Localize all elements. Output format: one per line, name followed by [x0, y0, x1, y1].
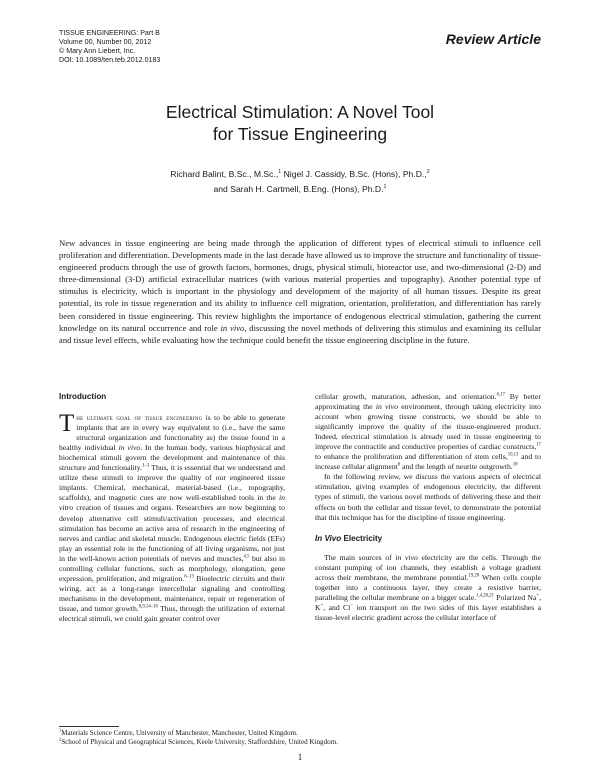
- citation: 10,13: [507, 452, 519, 458]
- footnote-text: Materials Science Centre, University of Manchester, Manchester, United Kingdom.: [61, 729, 298, 737]
- author-line-2: [0, 182, 600, 197]
- title-line-1: Electrical Stimulation: A Novel Tool: [165, 102, 435, 122]
- body-text: Polarized Na: [494, 592, 537, 602]
- body-text: , and Cl: [323, 602, 351, 612]
- abstract-text-end: , discussing the novel methods of delivering this stimulus and examining its cellular and tissue level effects, while evaluating how the technique could benefit the tissue engineering discipline in the future.: [59, 322, 541, 345]
- author-line-1: [0, 167, 600, 182]
- ion-charge: −: [350, 603, 354, 609]
- author-3-affiliation: 1: [383, 183, 387, 190]
- citation: 1–3: [142, 463, 150, 469]
- citation: 1,4,20,21: [476, 593, 494, 599]
- citation: 18: [512, 462, 518, 468]
- body-italic: in vivo: [375, 402, 398, 412]
- in-vivo-electricity-heading: [315, 534, 541, 544]
- intro-italic: in vitro: [59, 493, 285, 513]
- intro-italic: in vivo: [118, 443, 141, 453]
- introduction-heading: Introduction: [59, 392, 107, 401]
- intro-text: but also in controlling cellular functions, such as morphology, elongation, gene expression, proliferation, and migration.: [59, 553, 285, 583]
- citation: 4,5: [243, 554, 250, 560]
- citation: 6,17: [496, 392, 505, 398]
- body-italic: in vivo: [395, 552, 418, 562]
- intro-text: Thus, it is essential that we understand and utilize these stimuli to improve the quality of our engineered tissue implants. Chemical, mechanical, material-based (i.e., topography, scaffolds), and magnetic cues are now well-established tools in the: [59, 463, 285, 503]
- author-2-affiliation: 2: [426, 169, 430, 176]
- body-text: and to increase cellular alignment: [315, 452, 541, 472]
- introduction-paragraph: [59, 410, 285, 624]
- citation: 17: [536, 442, 541, 448]
- journal-name: TISSUE ENGINEERING: Part B: [59, 29, 160, 37]
- footnote-divider: [59, 726, 119, 727]
- page-number: 1: [297, 752, 303, 762]
- body-text: electricity are the cells. Through the constant pumping of ion channels, they establish a voltage gradient across their membrane, the membrane potential.: [315, 552, 541, 582]
- abstract-italic: in vivo: [220, 322, 245, 333]
- footnote-marker: 1: [59, 727, 62, 733]
- right-column: [315, 392, 541, 623]
- intro-text: is to be able to generate implants that are in every way equivalent to (i.e., have the same structural organization and functionality as) the tissue found in a healthy individual: [59, 413, 285, 453]
- citation: 6: [397, 462, 401, 468]
- author-list: [0, 167, 600, 196]
- author-1: Richard Balint, B.Sc., M.Sc.,: [170, 169, 279, 179]
- drop-cap: T: [59, 410, 75, 438]
- paper-title: [0, 101, 600, 145]
- footnote-2: [59, 738, 338, 747]
- intro-text: Thus, through the utilization of external electrical stimuli, we could gain greater control over: [59, 603, 285, 623]
- intro-text: . In the human body, various biophysical and biochemical stimuli govern the development and maintenance of this structure and functionality.: [59, 443, 285, 473]
- body-text: When cells couple together into a continuous layer, they create a resistive barrier, paralleling the cellular membrane on a bigger scale.: [315, 572, 542, 602]
- body-text: ion transport on the two sides of this layer establishes a tissue-level electric gradient across the cellular interface of: [315, 602, 541, 622]
- abstract: [59, 237, 541, 346]
- body-text: and the length of neurite outgrowth.: [400, 462, 513, 472]
- subheading-text: Electricity: [341, 533, 383, 543]
- right-paragraph-2: In the following review, we discuss the various aspects of electrical stimulation, giving examples of endogenous electricity, the different types of stimuli, the various novel methods of delivering these and their effects on both the cellular and tissue level, to demonstrate the potential that this technique has for the discipline of tissue engineering.: [315, 472, 541, 522]
- body-text: cellular growth, maturation, adhesion, and orientation.: [315, 392, 497, 401]
- author-3: and Sarah H. Cartmell, B.Eng. (Hons), Ph.D.: [213, 183, 384, 194]
- volume-info: Volume 00, Number 00, 2012: [59, 38, 152, 47]
- intro-text: Bioelectric circuits and their wiring, act as a long-range intercellular signaling and controlling mechanisms in the development, maintenance, repair or regeneration of tissue, and tumor growth.: [59, 573, 285, 613]
- body-text: environment, through taking electricity into account when growing tissue constructs, we should be able to significantly improve the quality of the tissue-engineered product. Indeed, electrical stimulation is already used in tissue engineering to improve the contractile and conductive properties of cardiac constructs,: [315, 402, 541, 452]
- citation: 6–13: [184, 574, 194, 580]
- footnote-marker: 2: [59, 736, 62, 742]
- footnotes: [59, 729, 338, 747]
- body-text: to enhance the proliferation and differentiation of stem cells,: [315, 452, 508, 462]
- doi: DOI: 10.1089/ten.teb.2012.0183: [59, 56, 161, 65]
- abstract-text: New advances in tissue engineering are being made through the application of different types of electrical stimuli to influence cell proliferation and differentiation. Developments made in the last decade have allowed us to improve the structure and functionality of tissue-engineered products through the use of growth factors, hormones, drugs, physical stimuli, bioreactor use, and two-dimensional (2-D) and three-dimensional (3-D) artificial extracellular matrices (with various material properties and topography). Another potential type of stimulus is electricity, which is important in the physiology and development of the majority of all human tissues. Despite its great potential, its role in tissue regeneration and its ability to influence cell migration, orientation, proliferation, and differentiation has rarely been considered in tissue engineering. This review highlights the importance of endogenous electrical stimulation, gathering the current knowledge on its natural occurrence and role: [59, 238, 541, 333]
- left-column: [59, 392, 285, 624]
- body-text: , K: [315, 592, 542, 612]
- subheading-italic: In Vivo: [315, 533, 342, 543]
- author-2: Nigel J. Cassidy, B.Sc. (Hons), Ph.D.,: [283, 169, 427, 179]
- journal-meta: [59, 29, 160, 65]
- intro-text: creation of tissues and organs. Researchers are now beginning to develop alternative cell stimuli/activation processes, and electrical stimulation has become an active area of research in the engineering of nerves and cardiac and skeletal muscle. Endogenous electric fields (EFs) play an essential role in the functioning of all living organisms, not just in the well-known action potentials of nerves and muscles,: [59, 503, 285, 563]
- article-type-label: Review Article: [445, 31, 541, 47]
- citation: 8,9,14–16: [138, 604, 158, 610]
- right-paragraph-1: [315, 392, 541, 472]
- right-paragraph-3: [315, 553, 541, 623]
- intro-smallcaps: he ultimate goal of tissue engineering: [76, 413, 203, 423]
- footnote-1: [59, 729, 338, 738]
- footnote-text: School of Physical and Geographical Sciences, Keele University, Staffordshire, United Kingdom.: [61, 738, 338, 747]
- author-1-affiliation: 1: [278, 169, 282, 176]
- ion-charge: +: [536, 593, 540, 599]
- ion-charge: +: [320, 603, 324, 609]
- citation: 19,20: [468, 573, 480, 579]
- copyright: © Mary Ann Liebert, Inc.: [59, 47, 136, 56]
- title-line-2: for Tissue Engineering: [212, 124, 388, 144]
- body-text: By better approximating the: [315, 392, 541, 412]
- body-text: The main sources of: [324, 552, 396, 562]
